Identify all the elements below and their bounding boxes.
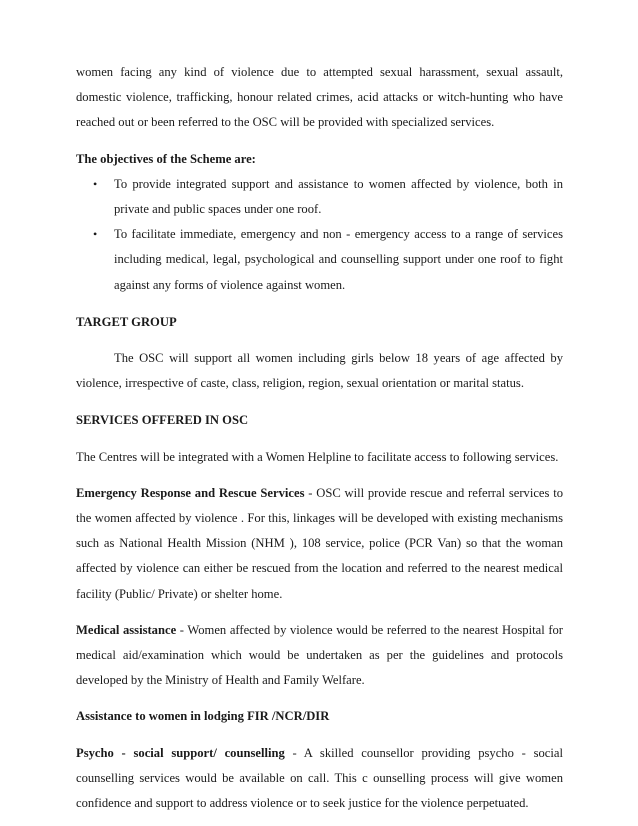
bullet-icon: • <box>93 227 98 242</box>
services-heading: SERVICES OFFERED IN OSC <box>76 413 249 428</box>
medical-paragraph <box>76 618 563 694</box>
target-group-heading: TARGET GROUP <box>76 314 177 329</box>
medical-text: - Women affected by violence would be referred to the nearest Hospital for medical aid/examination which would be undertaken as per the guidelines and protocols developed by the Ministry of Health and Family Welfare. <box>76 622 563 688</box>
objectives-heading: The objectives of the Scheme are: <box>76 151 256 166</box>
services-intro: The Centres will be integrated with a Women Helpline to facilitate access to following services. <box>76 449 559 464</box>
objective-item <box>76 222 563 298</box>
psycho-text: - A skilled counsellor providing psycho - social counselling services would be available on call. This c ounselling process will give women confidence and support to address violence or to seek justice for the violence perpetuated. <box>76 745 563 811</box>
objective-text: To provide integrated support and assistance to women affected by violence, both in private and public spaces under one roof. <box>114 176 563 217</box>
document-page <box>76 60 563 816</box>
bullet-icon: • <box>93 176 98 191</box>
objective-text: To facilitate immediate, emergency and non - emergency access to a range of services including medical, legal, psychological and counselling support under one roof to fight against any forms of violence against women. <box>114 227 563 292</box>
emergency-paragraph <box>76 481 563 607</box>
psycho-paragraph <box>76 741 563 817</box>
medical-label: Medical assistance <box>76 622 177 637</box>
fir-heading: Assistance to women in lodging FIR /NCR/DIR <box>76 709 330 724</box>
objective-item <box>76 172 563 222</box>
objectives-list <box>76 172 563 298</box>
target-group-paragraph: The OSC will support all women including girls below 18 years of age affected by violence, irrespective of caste, class, religion, region, sexual orientation or marital status. <box>76 351 563 391</box>
emergency-label: Emergency Response and Rescue Services <box>76 485 305 500</box>
emergency-text: - OSC will provide rescue and referral services to the women affected by violence . For this, linkages will be developed with existing mechanisms such as National Health Mission (NHM ), 108 service, police (PCR Van) so that the woman affected by violence can either be rescued from the location and referred to the nearest medical facility (Public/ Private) or shelter home. <box>76 485 563 601</box>
intro-paragraph: women facing any kind of violence due to attempted sexual harassment, sexual assault, domestic violence, trafficking, honour related crimes, acid attacks or witch-hunting who have reached out or been referred to the OSC will be provided with specialized services. <box>76 65 563 130</box>
psycho-label: Psycho - social support/ counselling <box>76 745 285 760</box>
